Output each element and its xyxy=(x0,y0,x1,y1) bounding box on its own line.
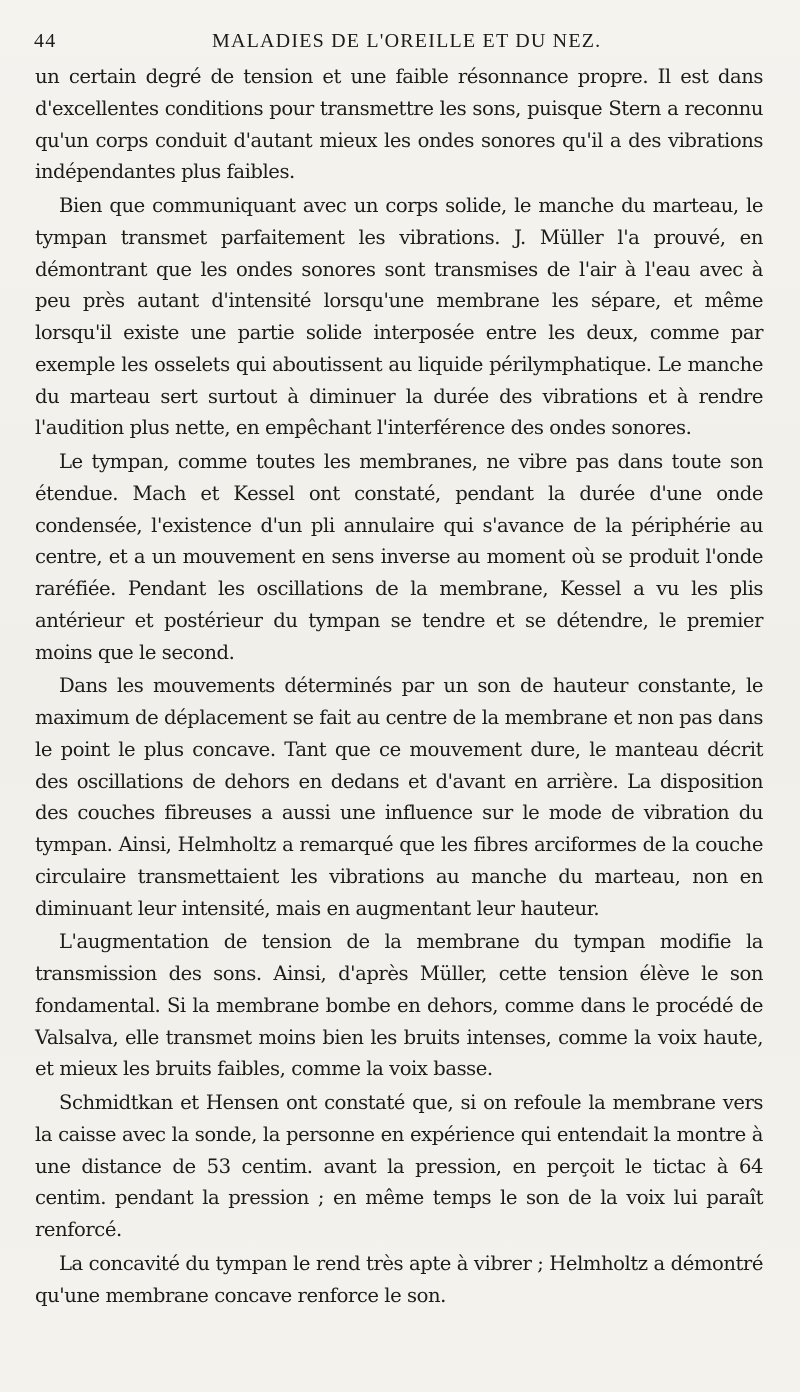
paragraph-tympan-transmission: Bien que communiquant avec un corps solide, le manche du marteau, le tympan transmet parfaitement les vibrations. J. Müller l'a prouvé, en démontrant que les ondes sonores sont transmises de l'air à l'eau avec à peu près autant d'intensité lorsqu'une membrane les sépare, et même lorsqu'il existe une partie solide interposée entre les deux, comme par exemple les osselets qui aboutissent au liquide périlymphatique. Le manche du marteau sert surtout à diminuer la durée des vibrations et à rendre l'audition plus nette, en empêchant l'interférence des ondes sonores. xyxy=(35,194,763,440)
paragraph-schmidtkan-hensen: Schmidtkan et Hensen ont constaté que, si on refoule la membrane vers la caisse avec la sonde, la personne en expérience qui entendait la montre à une distance de 53 centim. avant la pression, en perçoit le tictac à 64 centim. pendant la pression ; en même temps le son de la voix lui paraît renforcé. xyxy=(35,1091,763,1241)
paragraph-continuation: un certain degré de tension et une faible résonnance propre. Il est dans d'excellentes conditions pour transmettre les sons, puisque Stern a reconnu qu'un corps conduit d'autant mieux les ondes sonores qu'il a des vibrations indépendantes plus faibles. xyxy=(35,65,763,184)
page-number: 44 xyxy=(34,30,57,52)
paragraph-concavity: La concavité du tympan le rend très apte à vibrer ; Helmholtz a démontré qu'une membrane concave renforce le son. xyxy=(35,1251,763,1307)
paragraph-tension: L'augmentation de tension de la membrane du tympan modifie la transmission des sons. Ainsi, d'après Müller, cette tension élève le son fondamental. Si la membrane bombe en dehors, comme dans le procédé de Valsalva, elle transmet moins bien les bruits intenses, comme la voix haute, et mieux les bruits faibles, comme la voix basse. xyxy=(35,930,763,1081)
running-title: MALADIES DE L'OREILLE ET DU NEZ. xyxy=(212,30,602,52)
body-text xyxy=(35,61,763,1311)
paragraph-tympan-vibration: Le tympan, comme toutes les membranes, ne vibre pas dans toute son étendue. Mach et Kessel ont constaté, pendant la durée d'une onde condensée, l'existence d'un pli annulaire qui s'avance de la périphérie au centre, et a un mouvement en sens inverse au moment où se produit l'onde raréfiée. Pendant les oscillations de la membrane, Kessel a vu les plis antérieur et postérieur du tympan se tendre et se détendre, le premier moins que le second. xyxy=(35,450,763,664)
paragraph-movement-displacement: Dans les mouvements déterminés par un son de hauteur constante, le maximum de déplacement se fait au centre de la membrane et non pas dans le point le plus concave. Tant que ce mouvement dure, le manteau décrit des oscillations de dehors en dedans et d'avant en arrière. La disposition des couches fibreuses a aussi une influence sur le mode de vibration du tympan. Ainsi, Helmholtz a remarqué que les fibres arciformes de la couche circulaire transmettaient les vibrations au manche du marteau, non en diminuant leur intensité, mais en augmentant leur hauteur. xyxy=(35,674,763,920)
page-header xyxy=(34,30,760,58)
